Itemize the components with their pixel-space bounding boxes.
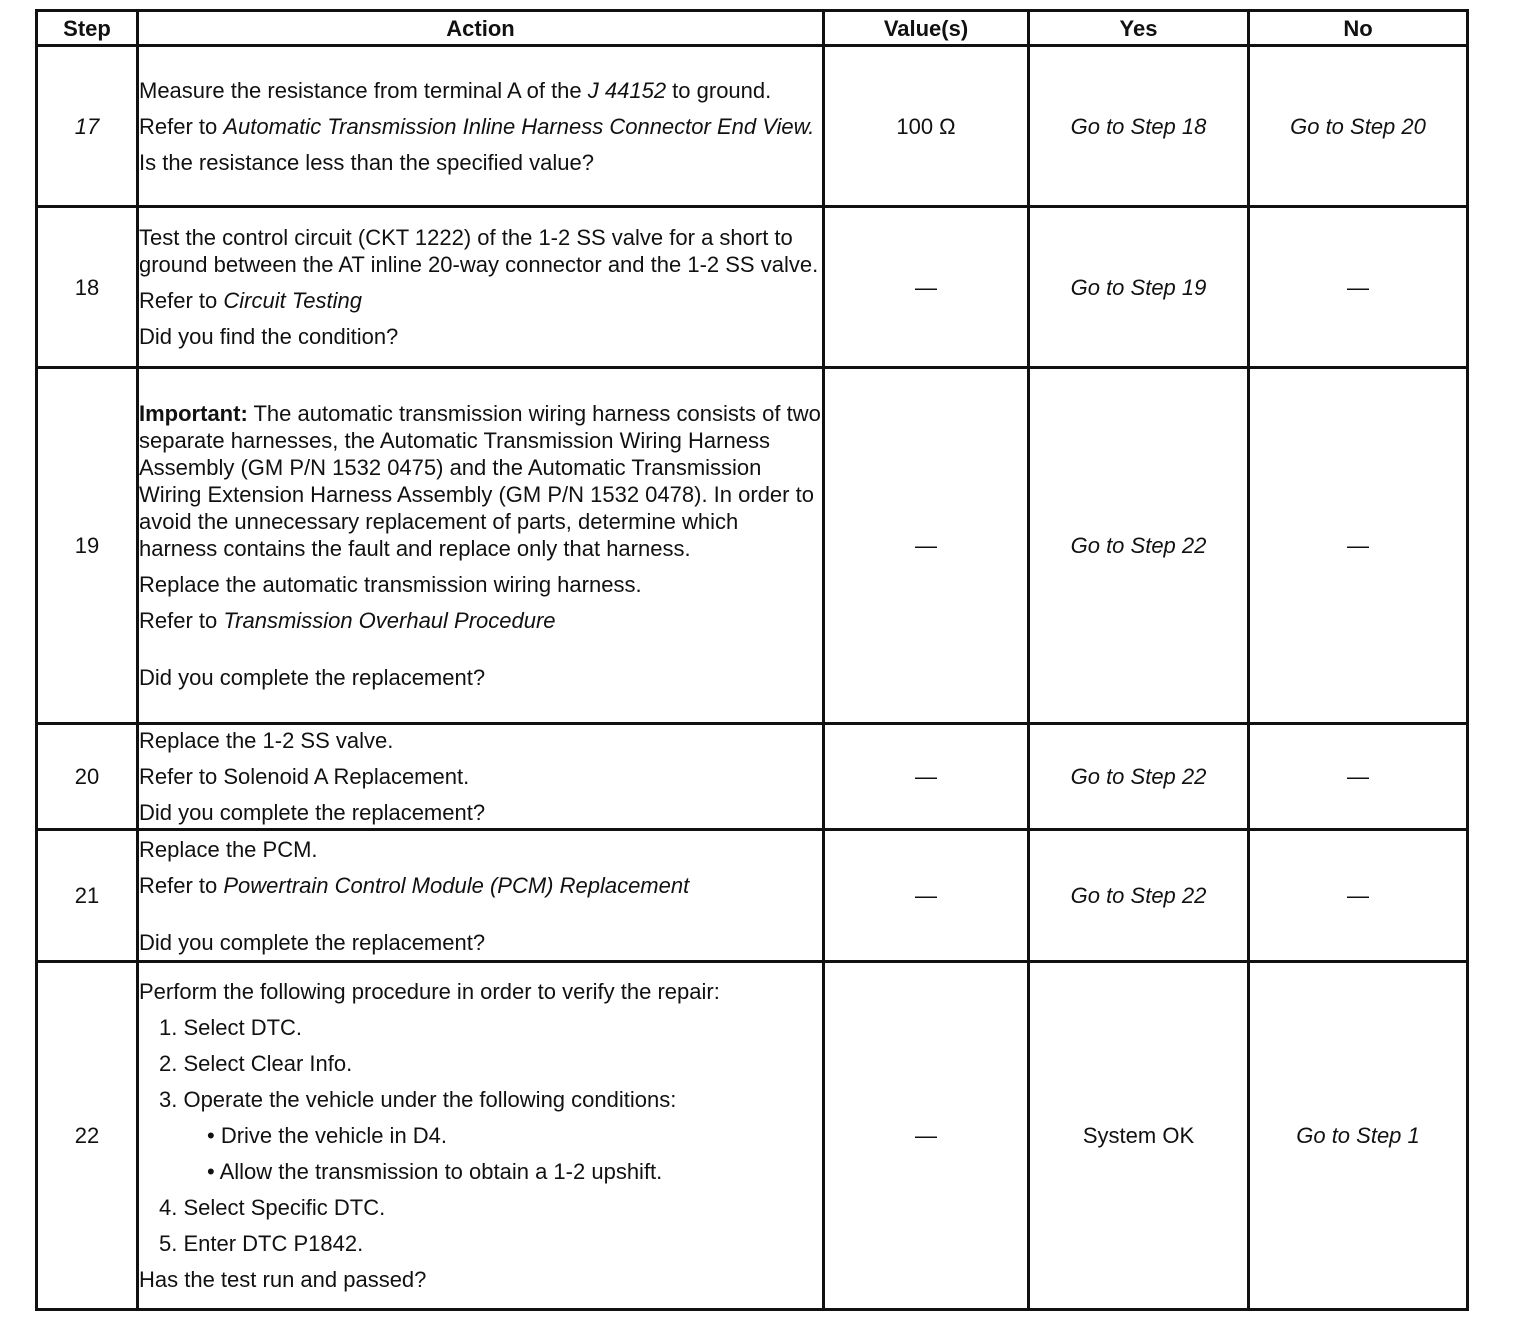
reference-text bbox=[139, 872, 822, 899]
table-row bbox=[37, 46, 1468, 207]
value-cell: — bbox=[824, 368, 1029, 724]
action-text: Replace the automatic transmission wiring harness. bbox=[139, 572, 642, 597]
no-cell: — bbox=[1249, 207, 1468, 368]
action-cell bbox=[138, 830, 824, 962]
header-step: Step bbox=[37, 11, 138, 46]
reference-text: Refer to Solenoid A Replacement. bbox=[139, 764, 470, 789]
yes-cell: Go to Step 22 bbox=[1029, 830, 1249, 962]
important-label: Important: bbox=[139, 401, 248, 426]
reference-text bbox=[139, 607, 822, 634]
table-row bbox=[37, 830, 1468, 962]
procedure-step: 5. Enter DTC P1842. bbox=[159, 1231, 364, 1256]
action-text: Test the control circuit (CKT 1222) of the 1-2 SS valve for a short to ground between the AT inline 20-way connector and the 1-2 SS valve. bbox=[139, 225, 819, 277]
action-text: Replace the 1-2 SS valve. bbox=[139, 728, 394, 753]
table-row bbox=[37, 962, 1468, 1310]
procedure-step: 4. Select Specific DTC. bbox=[159, 1195, 386, 1220]
step-number: 19 bbox=[37, 368, 138, 724]
question-text: Did you complete the replacement? bbox=[139, 800, 486, 825]
header-no: No bbox=[1249, 11, 1468, 46]
action-text: Perform the following procedure in order to verify the repair: bbox=[139, 979, 720, 1004]
yes-cell: Go to Step 22 bbox=[1029, 368, 1249, 724]
important-note bbox=[139, 400, 822, 562]
action-cell bbox=[138, 368, 824, 724]
step-number: 17 bbox=[37, 46, 138, 207]
reference-text bbox=[139, 287, 822, 314]
action-text-part: to ground. bbox=[666, 77, 772, 103]
value-cell: 100 Ω bbox=[824, 46, 1029, 207]
action-cell bbox=[138, 46, 824, 207]
question-text: Did you find the condition? bbox=[139, 324, 399, 349]
procedure-bullet: • Drive the vehicle in D4. bbox=[207, 1123, 448, 1148]
reference-prefix: Refer to bbox=[139, 608, 224, 633]
yes-cell: System OK bbox=[1029, 962, 1249, 1310]
question-text: Is the resistance less than the specified value? bbox=[139, 149, 594, 175]
yes-cell: Go to Step 22 bbox=[1029, 724, 1249, 830]
header-row bbox=[37, 11, 1468, 46]
question-text: Has the test run and passed? bbox=[139, 1267, 427, 1292]
no-cell: — bbox=[1249, 368, 1468, 724]
diagnostic-table bbox=[35, 9, 1469, 1311]
header-action: Action bbox=[138, 11, 824, 46]
step-number: 21 bbox=[37, 830, 138, 962]
step-number: 20 bbox=[37, 724, 138, 830]
procedure-bullet: • Allow the transmission to obtain a 1-2 upshift. bbox=[207, 1159, 663, 1184]
table-row bbox=[37, 207, 1468, 368]
no-cell: — bbox=[1249, 724, 1468, 830]
reference-prefix: Refer to bbox=[139, 113, 224, 139]
action-text: Replace the PCM. bbox=[139, 836, 318, 862]
reference-text bbox=[139, 113, 822, 140]
action-text bbox=[139, 77, 822, 104]
reference-link: Circuit Testing bbox=[223, 288, 362, 313]
reference-link: Powertrain Control Module (PCM) Replacement bbox=[223, 872, 690, 898]
question-text: Did you complete the replacement? bbox=[139, 929, 486, 955]
question-text: Did you complete the replacement? bbox=[139, 665, 486, 690]
header-yes: Yes bbox=[1029, 11, 1249, 46]
action-cell bbox=[138, 724, 824, 830]
important-text: The automatic transmission wiring harness consists of two separate harnesses, the Automatic Transmission Wiring Harness Assembly (GM P/N 1532 0475) and the Automatic Transmission Wiring Extension Harness Assembly (GM P/N 1532 0478). In order to avoid the unnecessary replacement of parts, determine which harness contains the fault and replace only that harness. bbox=[139, 401, 821, 561]
value-cell: — bbox=[824, 724, 1029, 830]
action-text-part: Measure the resistance from terminal A of the bbox=[139, 77, 588, 103]
yes-cell: Go to Step 19 bbox=[1029, 207, 1249, 368]
no-cell: Go to Step 1 bbox=[1249, 962, 1468, 1310]
table-row bbox=[37, 724, 1468, 830]
reference-prefix: Refer to bbox=[139, 872, 224, 898]
reference-prefix: Refer to bbox=[139, 288, 224, 313]
action-cell bbox=[138, 207, 824, 368]
value-cell: — bbox=[824, 962, 1029, 1310]
no-cell: — bbox=[1249, 830, 1468, 962]
value-cell: — bbox=[824, 830, 1029, 962]
reference-link: Transmission Overhaul Procedure bbox=[223, 608, 556, 633]
tool-reference: J 44152 bbox=[587, 77, 667, 103]
step-number: 18 bbox=[37, 207, 138, 368]
reference-link: Automatic Transmission Inline Harness Connector End View. bbox=[223, 113, 815, 139]
value-cell: — bbox=[824, 207, 1029, 368]
yes-cell: Go to Step 18 bbox=[1029, 46, 1249, 207]
table-row bbox=[37, 368, 1468, 724]
no-cell: Go to Step 20 bbox=[1249, 46, 1468, 207]
procedure-step: 1. Select DTC. bbox=[159, 1015, 303, 1040]
procedure-step: 3. Operate the vehicle under the following conditions: bbox=[159, 1087, 677, 1112]
action-cell bbox=[138, 962, 824, 1310]
header-values: Value(s) bbox=[824, 11, 1029, 46]
step-number: 22 bbox=[37, 962, 138, 1310]
procedure-step: 2. Select Clear Info. bbox=[159, 1051, 353, 1076]
